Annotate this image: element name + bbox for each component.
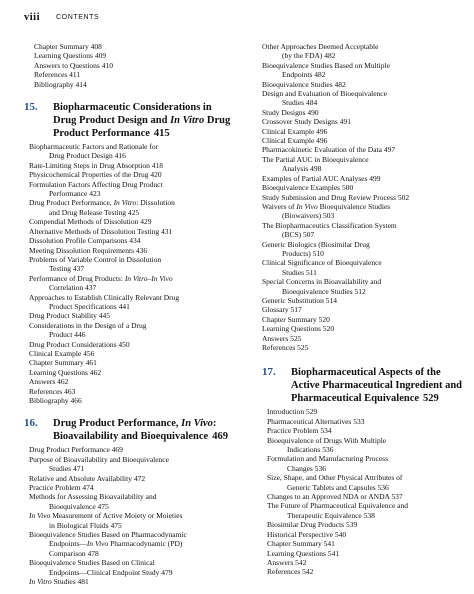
- toc-entry: The Future of Pharmaceutical Equivalence and: [267, 501, 408, 511]
- toc-entry: Special Concerns in Bioavailability and: [262, 277, 382, 287]
- toc-entry: Introduction 529: [267, 407, 318, 417]
- toc-entry-continuation: Bioequivalence 475: [49, 501, 109, 511]
- toc-entry: Learning Questions 409: [34, 51, 107, 61]
- chapter-17: [262, 366, 462, 405]
- chapter-title-line: Product Performance 415: [53, 128, 170, 140]
- toc-entry-continuation: Changes 536: [287, 463, 326, 473]
- toc-entry: Chapter Summary 541: [267, 539, 335, 549]
- toc-entry: Dissolution Profile Comparisons 434: [29, 236, 141, 246]
- toc-entry-continuation: Endpoints—In Vivo Pharmacodynamic (PD): [49, 539, 183, 549]
- toc-entry: Learning Questions 520: [262, 324, 335, 334]
- toc-entry-continuation: Therapeutic Equivalence 538: [287, 510, 375, 520]
- toc-entry: Compendial Methods of Dissolution 429: [29, 217, 152, 227]
- chapter-title: [53, 101, 230, 140]
- toc-entry-continuation: Indications 536: [287, 445, 334, 455]
- toc-entry-continuation: (BCS) 507: [282, 230, 315, 240]
- toc-entry-continuation: Studies 511: [282, 267, 317, 277]
- toc-entry: Approaches to Establish Clinically Relevant Drug: [29, 292, 180, 302]
- toc-entry: Practice Problem 534: [267, 426, 332, 436]
- chapter-16: [24, 417, 252, 443]
- toc-entry: Bibliography 414: [34, 79, 87, 89]
- toc-entry: Pharmacokinetic Evaluation of the Data 497: [262, 145, 396, 155]
- chapter-number: 15.: [24, 101, 38, 114]
- toc-entry-continuation: Testing 437: [49, 264, 85, 274]
- toc-entry: Crossover Study Designs 491: [262, 117, 351, 127]
- running-head: CONTENTS: [56, 14, 100, 21]
- toc-entry-continuation: Analysis 498: [282, 164, 322, 174]
- toc-entry: Drug Product Stability 445: [29, 311, 111, 321]
- toc-entry: The Biopharmaceutics Classification System: [262, 220, 397, 230]
- toc-entry: Bioequivalence of Drugs With Multiple: [267, 435, 387, 445]
- toc-entry: Bioequivalence Studies Based on Pharmacodynamic: [29, 530, 187, 540]
- toc-entry: Formulation Factors Affecting Drug Product: [29, 179, 163, 189]
- toc-entry: Historical Perspective 540: [267, 529, 347, 539]
- toc-entry-continuation: Studies 471: [49, 464, 85, 474]
- toc-entry: Drug Product Performance, In Vitro: Dissolution: [29, 198, 175, 208]
- toc-entry: Pharmaceutical Alternatives 533: [267, 416, 365, 426]
- toc-entry: Answers 542: [267, 557, 307, 567]
- toc-entry: Generic Substitution 514: [262, 295, 337, 305]
- chapter-title-line: Pharmaceutical Equivalence 529: [291, 393, 439, 405]
- toc-entry-continuation: Performance 423: [49, 189, 101, 199]
- chapter-page: 469: [212, 431, 228, 443]
- toc-entry: Clinical Example 496: [262, 126, 328, 136]
- toc-entry: Relative and Absolute Availability 472: [29, 473, 146, 483]
- toc-entry: Bibliography 466: [29, 396, 82, 405]
- toc-entry: References 411: [34, 70, 81, 80]
- toc-entry: Problems of Variable Control in Dissolution: [29, 254, 162, 264]
- toc-entry-continuation: Drug Product Design 416: [49, 151, 126, 161]
- toc-entry: Learning Questions 462: [29, 367, 102, 377]
- toc-entry: Chapter Summary 461: [29, 358, 97, 368]
- toc-entry: Study Submission and Drug Review Process 502: [262, 192, 410, 202]
- toc-entry-continuation: Endpoints—Clinical Endpoint Study 479: [49, 567, 173, 577]
- toc-entry-continuation: (by the FDA) 482: [282, 51, 336, 61]
- toc-entry: Practice Problem 474: [29, 483, 94, 493]
- toc-entry: Meeting Dissolution Requirements 436: [29, 245, 148, 255]
- toc-entry: Drug Product Performance 469: [29, 445, 123, 455]
- toc-entry: Learning Questions 541: [267, 548, 340, 558]
- chapter-page: 415: [153, 128, 170, 140]
- chapter-title: [53, 417, 228, 443]
- chapter-page: 529: [423, 393, 439, 405]
- toc-entry: Answers 462: [29, 377, 69, 387]
- toc-entry: In Vivo Measurement of Active Moiety or Moieties: [29, 511, 183, 521]
- toc-entry: Rate-Limiting Steps in Drug Absorption 418: [29, 160, 163, 170]
- toc-entry-continuation: Correlation 437: [49, 283, 97, 293]
- toc-entry: Purpose of Bioavailability and Bioequivalence: [29, 454, 169, 464]
- toc-entries-continued: [262, 42, 462, 352]
- toc-entry: Bioequivalence Examples 500: [262, 183, 354, 193]
- chapter-title: [291, 366, 462, 405]
- toc-entry: Bioequivalence Studies Based on Multiple: [262, 60, 390, 70]
- toc-entry-continuation: Products) 510: [282, 248, 324, 258]
- toc-entry: Physicochemical Properties of the Drug 420: [29, 170, 162, 180]
- toc-entry: Methods for Assessing Bioavailability and: [29, 492, 157, 502]
- chapter-15: [24, 101, 252, 140]
- toc-entries-continued: [24, 42, 252, 89]
- chapter-title-line: Biopharmaceutic Considerations in: [53, 102, 212, 114]
- toc-entry: Changes to an Approved NDA or ANDA 537: [267, 492, 403, 502]
- toc-entry: The Partial AUC in Bioequivalence: [262, 154, 369, 164]
- chapter-number: 17.: [262, 366, 276, 379]
- toc-entry-continuation: Studies 484: [282, 98, 318, 108]
- toc-entry-continuation: Product 446: [49, 330, 86, 340]
- chapter-17-entries: [262, 407, 462, 576]
- toc-entry: Waivers of In Vivo Bioequivalence Studies: [262, 201, 391, 211]
- toc-entry-continuation: in Biological Fluids 475: [49, 520, 122, 530]
- toc-entry: Considerations in the Design of a Drug: [29, 320, 147, 330]
- toc-entry: Answers 525: [262, 333, 302, 343]
- page-header: [24, 12, 450, 28]
- chapter-title-line: Bioavailability and Bioequivalence 469: [53, 431, 228, 443]
- toc-entry: Size, Shape, and Other Physical Attributes of: [267, 473, 403, 483]
- toc-entry: References 525: [262, 343, 309, 352]
- toc-entry: Biopharmaceutic Factors and Rationale for: [29, 142, 159, 152]
- toc-entry: Drug Product Considerations 450: [29, 339, 130, 349]
- toc-entry-continuation: Bioequivalence Studies 512: [282, 286, 366, 296]
- toc-entry: Clinical Example 496: [262, 136, 328, 146]
- toc-entry: References 542: [267, 567, 314, 577]
- toc-entry: Other Approaches Deemed Acceptable: [262, 42, 379, 51]
- toc-entry: Generic Biologics (Biosimilar Drug: [262, 239, 370, 249]
- chapter-16-entries: [24, 445, 252, 586]
- chapter-title-line: Drug Product Performance, In Vivo:: [53, 418, 217, 430]
- toc-entry-continuation: Product Specifications 441: [49, 301, 130, 311]
- toc-entry-continuation: Comparison 478: [49, 548, 99, 558]
- toc-entry-continuation: (Biowaivers) 503: [282, 211, 335, 221]
- toc-entry: Bioequivalence Studies 482: [262, 79, 346, 89]
- toc-entry: Glossary 517: [262, 305, 302, 315]
- toc-entry: Bioequivalence Studies Based on Clinical: [29, 558, 155, 568]
- toc-entry: Answers to Questions 410: [34, 60, 113, 70]
- toc-entry: Chapter Summary 408: [34, 42, 102, 51]
- toc-entry: Study Designs 490: [262, 107, 319, 117]
- toc-entry: Alternative Methods of Dissolution Testing 431: [29, 226, 173, 236]
- chapter-15-entries: [24, 142, 252, 405]
- toc-entry: Examples of Partial AUC Analyses 499: [262, 173, 381, 183]
- toc-entry: Performance of Drug Products: In Vitro–In Vivo: [29, 273, 173, 283]
- page-number: viii: [24, 12, 41, 23]
- toc-right-column: [262, 42, 462, 577]
- toc-entry-continuation: Endpoints 482: [282, 70, 326, 80]
- toc-entry: Clinical Significance of Bioequivalence: [262, 258, 382, 268]
- chapter-title-line: Active Pharmaceutical Ingredient and: [291, 380, 462, 392]
- chapter-title-line: Drug Product Design and In Vitro Drug: [53, 115, 231, 127]
- toc-entry: References 463: [29, 386, 76, 396]
- chapter-number: 16.: [24, 417, 38, 430]
- toc-entry: Biosimilar Drug Products 539: [267, 520, 358, 530]
- toc-entry: In Vitro Studies 481: [29, 577, 89, 587]
- toc-entry: Clinical Example 456: [29, 348, 95, 358]
- toc-entry-continuation: Generic Tablets and Capsules 536: [287, 482, 389, 492]
- toc-entry: Formulation and Manufacturing Process: [267, 454, 389, 464]
- toc-entry: Chapter Summary 520: [262, 314, 330, 324]
- toc-left-column: [24, 42, 252, 587]
- toc-entry-continuation: and Drug Release Testing 425: [49, 207, 140, 217]
- toc-entry: Design and Evaluation of Bioequivalence: [262, 89, 387, 99]
- chapter-title-line: Biopharmaceutical Aspects of the: [291, 367, 441, 379]
